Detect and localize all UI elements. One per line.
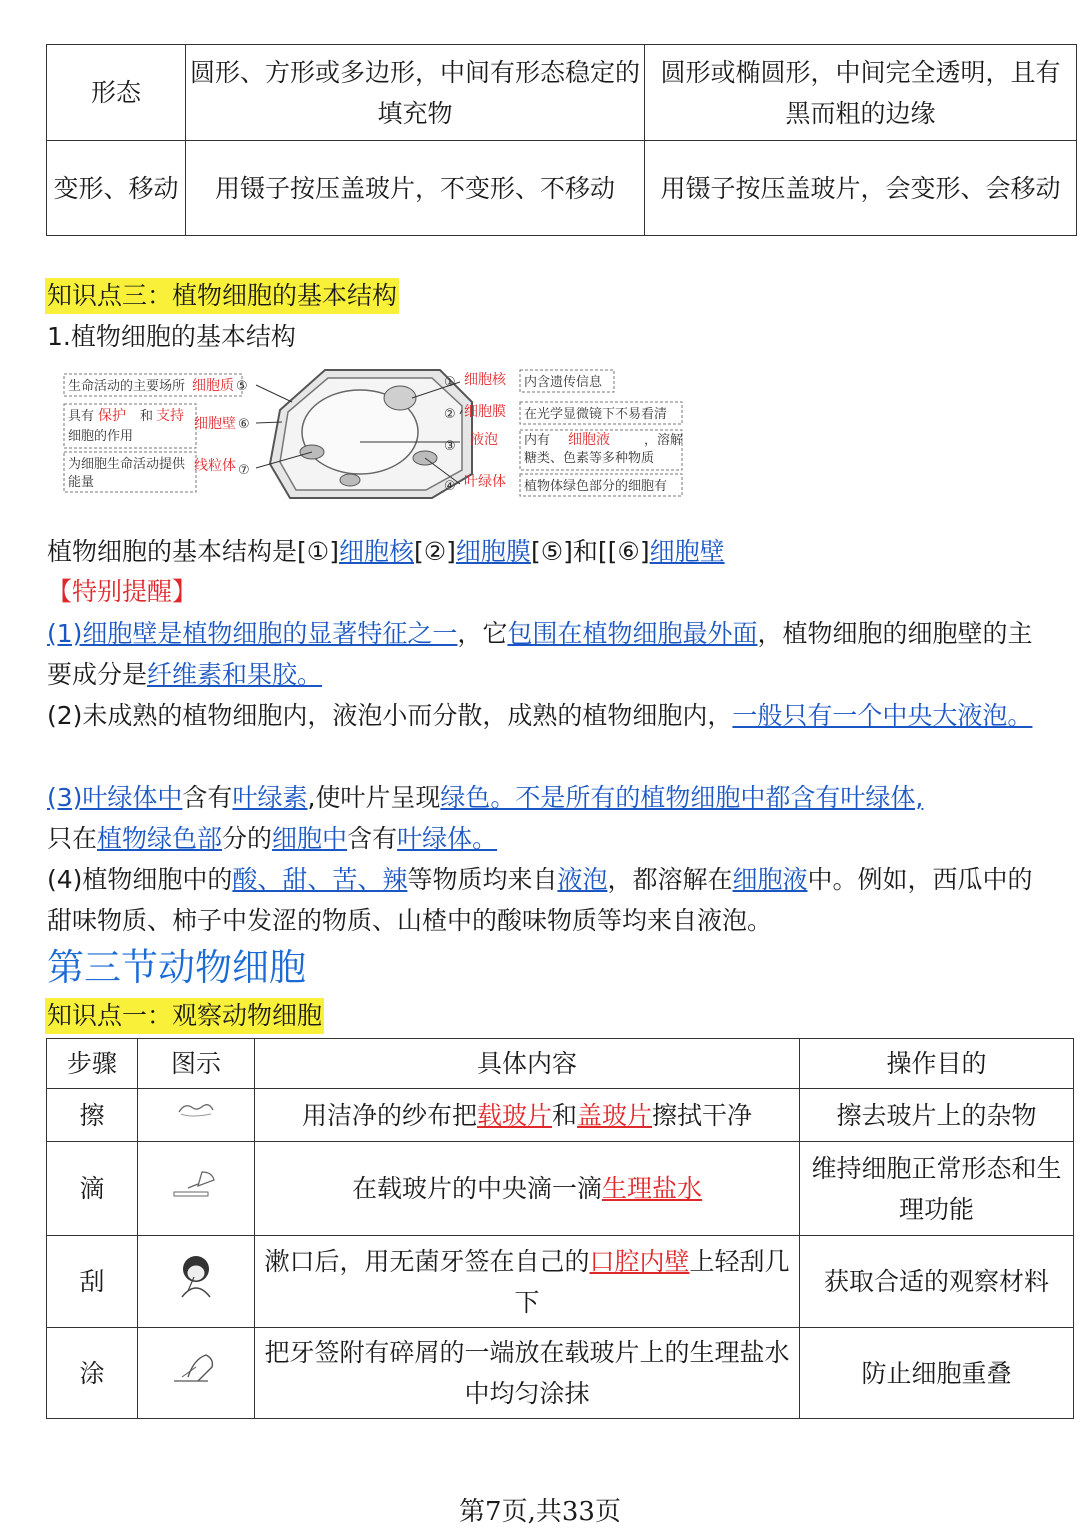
hands-wiping-icon	[171, 1094, 221, 1124]
diagram-desc: 糖类、色素等多种物质	[524, 451, 655, 466]
note-3	[47, 778, 1047, 859]
underlined-text: 纤维素和果胶。	[147, 659, 323, 689]
reminder-heading: 【特别提醒】	[47, 577, 198, 606]
diagram-desc: ，溶解	[644, 433, 684, 448]
table-row	[47, 141, 1077, 236]
header-cell: 具体内容	[255, 1039, 800, 1089]
diagram-desc: 植物体绿色部分的细胞有	[524, 479, 668, 494]
purpose-cell: 获取合适的观察材料	[800, 1236, 1074, 1328]
diagram-answer: 细胞壁	[194, 416, 236, 432]
smearing-icon	[168, 1347, 224, 1387]
underlined-text: 叶绿体。	[397, 823, 498, 853]
diagram-text: 和	[140, 409, 154, 424]
answer: 细胞壁	[649, 537, 725, 566]
red-underlined-text: 口腔内壁	[589, 1246, 690, 1276]
dropper-icon	[168, 1166, 224, 1200]
step-cell: 涂	[47, 1328, 138, 1419]
person-toothpick-icon	[174, 1251, 218, 1301]
header-cell: 操作目的	[800, 1039, 1074, 1089]
note-1	[47, 614, 1047, 695]
kp1-heading	[45, 998, 324, 1034]
image-cell	[138, 1328, 255, 1419]
table-row	[47, 1089, 1074, 1142]
diagram-num: ④	[444, 479, 456, 494]
text: 含有	[182, 783, 233, 812]
image-cell	[138, 1142, 255, 1236]
text: 中。例如，西瓜中的甜味物质、柿子中发涩的物质、山楂中的酸味物质等均来自液泡。	[47, 865, 1033, 935]
diagram-blank: 细胞液	[568, 432, 610, 448]
page-footer: 第7页,共33页	[459, 1497, 621, 1527]
text: (2)未成熟的植物细胞内，液泡小而分散，成熟的植物细胞内，	[47, 701, 733, 730]
kp3-subtitle: 1.植物细胞的基本结构	[47, 322, 296, 351]
note-2	[47, 696, 1047, 737]
table-cell: 圆形、方形或多边形，中间有形态稳定的填充物	[186, 45, 645, 141]
underlined-text: 包围在植物细胞最外面	[507, 619, 758, 648]
content-cell	[255, 1142, 800, 1236]
section-title: 第三节动物细胞	[47, 946, 306, 989]
image-cell	[138, 1089, 255, 1142]
diagram-answer: 叶绿体	[464, 474, 506, 490]
note-4	[47, 860, 1047, 941]
num: ②	[423, 537, 447, 566]
text: 擦拭干净	[652, 1100, 753, 1130]
content-cell	[255, 1089, 800, 1142]
text: ，它	[457, 619, 508, 648]
text: 和	[551, 1100, 577, 1130]
step-cell: 刮	[47, 1236, 138, 1328]
table-cell: 用镊子按压盖玻片，会变形、会移动	[645, 141, 1077, 236]
underlined-text: (1)细胞壁是植物细胞的显著特征之一	[47, 619, 458, 648]
row-label: 变形、移动	[47, 141, 186, 236]
purpose-cell: 防止细胞重叠	[800, 1328, 1074, 1419]
underlined-text: (3)叶绿体中	[47, 783, 183, 812]
diagram-desc: 内含遗传信息	[524, 375, 603, 390]
underlined-text: 酸、甜、苦、辣	[232, 865, 408, 894]
underlined-text: 叶绿素	[232, 783, 308, 812]
step-cell: 滴	[47, 1142, 138, 1236]
num: ⑤	[540, 537, 564, 566]
text: 在载玻片的中央滴一滴	[351, 1174, 602, 1203]
purpose-cell: 擦去玻片上的杂物	[800, 1089, 1074, 1142]
diagram-num: ⑥	[238, 417, 250, 432]
diagram-answer: 细胞膜	[464, 404, 506, 420]
text: ，都溶解在	[607, 865, 733, 894]
diagram-answer: 线粒体	[194, 458, 236, 474]
text: 漱口后，用无菌牙签在自己的	[264, 1246, 590, 1276]
text: 植物细胞的基本结构是[	[47, 537, 307, 566]
diagram-blank: 保护	[98, 408, 126, 424]
text: 分的	[222, 823, 273, 853]
diagram-desc: 内有	[524, 433, 551, 448]
diagram-text: 具有	[68, 409, 95, 424]
text: ,使叶片呈现	[307, 783, 441, 812]
diagram-num: ⑤	[236, 379, 248, 394]
diagram-answer: 细胞质	[192, 378, 234, 394]
table-cell: 用镊子按压盖玻片，不变形、不移动	[186, 141, 645, 236]
red-underlined-text: 载玻片	[476, 1100, 552, 1130]
diagram-num: ②	[444, 407, 456, 422]
answer: 细胞膜	[455, 537, 531, 566]
bracket: ]和[	[563, 537, 608, 566]
diagram-text: 生命活动的主要场所	[68, 379, 186, 394]
diagram-num: ①	[444, 375, 456, 390]
plant-cell-diagram	[60, 362, 690, 502]
text: 上轻刮几下	[514, 1246, 790, 1317]
underlined-text: 绿色。不是所有的植物细胞中都含有叶绿体,	[440, 783, 924, 812]
kp3-title: 知识点三：植物细胞的基本结构	[45, 278, 399, 314]
num: ①	[306, 537, 330, 566]
diagram-text: 细胞的作用	[68, 429, 134, 444]
underlined-text: 液泡	[557, 865, 608, 894]
header-cell: 图示	[138, 1039, 255, 1089]
kp3-heading	[45, 278, 399, 314]
diagram-num: ⑦	[238, 463, 250, 478]
steps-table	[46, 1038, 1074, 1419]
diagram-desc: 在光学显微镜下不易看清	[524, 407, 668, 422]
table-row	[47, 1236, 1074, 1328]
row-label: 形态	[47, 45, 186, 141]
num: ⑥	[617, 537, 640, 566]
table-row	[47, 1142, 1074, 1236]
diagram-num: ③	[444, 439, 456, 454]
step-cell: 擦	[47, 1089, 138, 1142]
table-header-row	[47, 1039, 1074, 1089]
text: 等物质均来自	[407, 865, 558, 894]
answer: 细胞核	[338, 537, 414, 566]
red-underlined-text: 盖玻片	[577, 1100, 653, 1130]
diagram-blank: 支持	[156, 408, 184, 424]
purpose-cell: 维持细胞正常形态和生理功能	[800, 1142, 1074, 1236]
text: ，植物细胞的细胞壁的主要成分是	[47, 619, 1033, 689]
red-underlined-text: 生理盐水	[602, 1174, 703, 1203]
diagram-text: 为细胞生命活动提供	[68, 457, 186, 472]
text: 含有	[347, 823, 398, 853]
diagram-answer: 液泡	[470, 432, 498, 448]
basic-structure-line: 植物细胞的基本结构是[①]细胞核[②]细胞膜[⑤]和[[⑥]细胞壁	[47, 537, 725, 566]
content-cell	[255, 1236, 800, 1328]
text: 用洁净的纱布把	[301, 1100, 477, 1130]
diagram-text: 能量	[68, 475, 95, 490]
underlined-text: 一般只有一个中央大液泡。	[732, 701, 1033, 730]
image-cell	[138, 1236, 255, 1328]
text: 只在	[47, 823, 98, 853]
underlined-text: 植物绿色部	[97, 823, 223, 853]
underlined-text: 细胞液	[732, 865, 808, 894]
header-cell: 步骤	[47, 1039, 138, 1089]
kp1-title: 知识点一：观察动物细胞	[45, 998, 324, 1034]
content-cell: 把牙签附有碎屑的一端放在载玻片上的生理盐水中均匀涂抹	[255, 1328, 800, 1419]
diagram-answer: 细胞核	[464, 372, 506, 388]
table-row	[47, 45, 1077, 141]
table-row	[47, 1328, 1074, 1419]
underlined-text: 细胞中	[272, 823, 348, 853]
text: (4)植物细胞中的	[47, 865, 233, 894]
cell-illustration	[256, 370, 472, 498]
comparison-table	[46, 44, 1077, 236]
table-cell: 圆形或椭圆形，中间完全透明，且有黑而粗的边缘	[645, 45, 1077, 141]
